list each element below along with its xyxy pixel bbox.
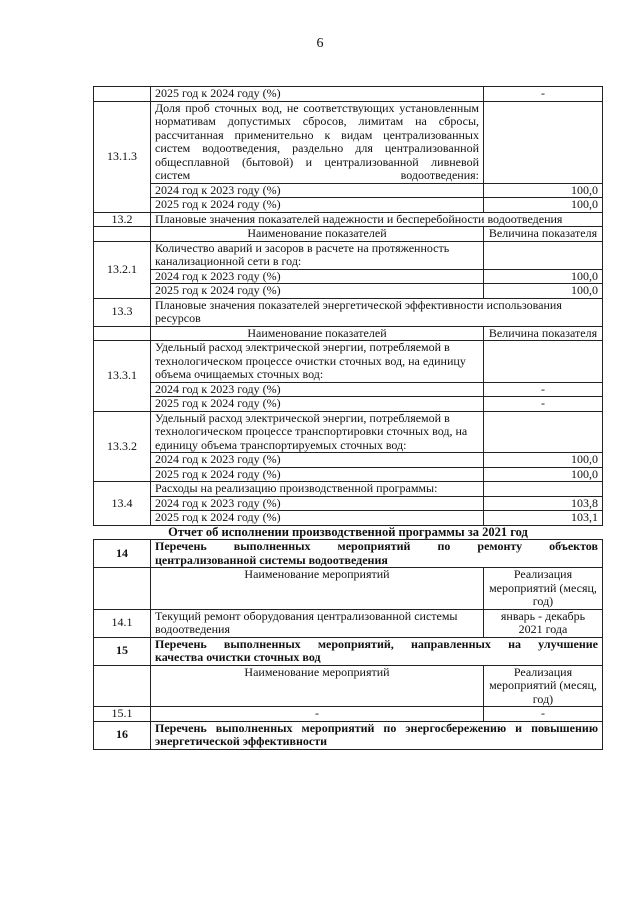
table-header-row bbox=[94, 665, 603, 707]
num-cell bbox=[94, 326, 151, 341]
table-row bbox=[94, 721, 603, 749]
item-number: 13.3.2 bbox=[94, 411, 151, 482]
column-header-value: Реализация мероприятий (месяц, год) bbox=[484, 665, 603, 707]
value-cell: январь - декабрь 2021 года bbox=[484, 609, 603, 637]
table-row bbox=[94, 212, 603, 227]
section-title bbox=[151, 721, 603, 749]
column-header-name: Наименование мероприятий bbox=[151, 665, 484, 707]
table-row bbox=[94, 511, 603, 526]
table-row bbox=[94, 101, 603, 183]
section-title-line: централизованной системы водоотведения bbox=[155, 552, 388, 567]
value-cell bbox=[484, 101, 603, 183]
column-header-name: Наименование показателей bbox=[151, 227, 484, 242]
table-row bbox=[94, 453, 603, 468]
item-text: Количество аварий и засоров в расчете на протяженность канализационной сети в год: bbox=[151, 241, 484, 269]
table-row bbox=[94, 87, 603, 102]
table-row bbox=[94, 609, 603, 637]
section-title: Плановые значения показателей энергетической эффективности использования ресурсов bbox=[151, 298, 603, 326]
table-row bbox=[94, 397, 603, 412]
column-header-value: Реализация мероприятий (месяц, год) bbox=[484, 568, 603, 610]
item-number: 13.1.3 bbox=[94, 101, 151, 212]
section-number: 14 bbox=[94, 540, 151, 568]
table-row bbox=[94, 482, 603, 497]
period-label: 2024 год к 2023 году (%) bbox=[151, 496, 484, 511]
column-header-name: Наименование показателей bbox=[151, 326, 484, 341]
period-label: 2024 год к 2023 году (%) bbox=[151, 183, 484, 198]
item-text: - bbox=[151, 707, 484, 722]
table-row bbox=[94, 241, 603, 269]
num-cell bbox=[94, 227, 151, 242]
table-row bbox=[94, 284, 603, 299]
item-text: Доля проб сточных вод, не соответствующих установленным нормативам допустимых сбросов, лимитам на сбросы, рассчитанная применительно к видам централизованных систем водоотведения, раздельно для централизованной общесплавной (бытовой) и централизованной ливневой систем водоотведения: bbox=[151, 101, 484, 183]
item-text: Удельный расход электрической энергии, потребляемой в технологическом процессе транспортировки сточных вод, на единицу объема транспортируемых сточных вод: bbox=[151, 411, 484, 453]
table-row bbox=[94, 496, 603, 511]
value-cell: - bbox=[484, 397, 603, 412]
value-cell: 100,0 bbox=[484, 284, 603, 299]
item-number: 15.1 bbox=[94, 707, 151, 722]
num-cell bbox=[94, 87, 151, 102]
report-table bbox=[93, 86, 603, 750]
section-number: 13.3 bbox=[94, 298, 151, 326]
table-row bbox=[94, 298, 603, 326]
section-number: 15 bbox=[94, 637, 151, 665]
item-text: Удельный расход электрической энергии, потребляемой в технологическом процессе очистки сточных вод, на единицу объема очищаемых сточных вод: bbox=[151, 341, 484, 383]
table-header-row bbox=[94, 568, 603, 610]
table-row bbox=[94, 341, 603, 383]
report-title-row bbox=[94, 525, 603, 540]
section-number: 13.2 bbox=[94, 212, 151, 227]
table-header-row bbox=[94, 326, 603, 341]
period-label: 2025 год к 2024 году (%) bbox=[151, 397, 484, 412]
value-cell bbox=[484, 341, 603, 383]
value-cell: - bbox=[484, 382, 603, 397]
item-text: Расходы на реализацию производственной программы: bbox=[151, 482, 484, 497]
table-row bbox=[94, 269, 603, 284]
section-title-line: энергетической эффективности bbox=[155, 734, 328, 748]
table-row bbox=[94, 637, 603, 665]
value-cell: 100,0 bbox=[484, 269, 603, 284]
table-row bbox=[94, 411, 603, 453]
table-row bbox=[94, 707, 603, 722]
period-label: 2025 год к 2024 году (%) bbox=[151, 284, 484, 299]
num-cell bbox=[94, 568, 151, 610]
section-title: Плановые значения показателей надежности и бесперебойности водоотведения bbox=[151, 212, 603, 227]
column-header-value: Величина показателя bbox=[484, 227, 603, 242]
section-title bbox=[151, 540, 603, 568]
period-label: 2025 год к 2024 году (%) bbox=[151, 511, 484, 526]
item-number: 13.2.1 bbox=[94, 241, 151, 298]
section-title-line: Перечень выполненных мероприятий по ремонту объектов bbox=[155, 539, 598, 553]
page-number: 6 bbox=[316, 36, 324, 51]
value-cell: 100,0 bbox=[484, 183, 603, 198]
value-cell bbox=[484, 411, 603, 453]
value-cell: 100,0 bbox=[484, 467, 603, 482]
value-cell: 100,0 bbox=[484, 453, 603, 468]
item-number: 13.3.1 bbox=[94, 341, 151, 412]
value-cell bbox=[484, 241, 603, 269]
period-label: 2024 год к 2023 году (%) bbox=[151, 382, 484, 397]
column-header-value: Величина показателя bbox=[484, 326, 603, 341]
table-row bbox=[94, 198, 603, 213]
period-label: 2025 год к 2024 году (%) bbox=[151, 198, 484, 213]
table-header-row bbox=[94, 227, 603, 242]
period-label: 2025 год к 2024 году (%) bbox=[151, 467, 484, 482]
table-row bbox=[94, 382, 603, 397]
value-cell bbox=[484, 482, 603, 497]
column-header-name: Наименование мероприятий bbox=[151, 568, 484, 610]
table-row bbox=[94, 183, 603, 198]
period-label: 2025 год к 2024 году (%) bbox=[151, 87, 484, 102]
period-label: 2024 год к 2023 году (%) bbox=[151, 269, 484, 284]
report-title: Отчет об исполнении производственной программы за 2021 год bbox=[94, 525, 603, 540]
section-title-line: качества очистки сточных вод bbox=[155, 650, 321, 664]
value-cell: - bbox=[484, 707, 603, 722]
value-cell: - bbox=[484, 87, 603, 102]
item-number: 13.4 bbox=[94, 482, 151, 526]
value-cell: 103,8 bbox=[484, 496, 603, 511]
section-title-line: Перечень выполненных мероприятий, направленных на улучшение bbox=[155, 636, 598, 651]
table-row bbox=[94, 467, 603, 482]
item-text: Текущий ремонт оборудования централизованной системы водоотведения bbox=[151, 609, 484, 637]
section-title-line: Перечень выполненных мероприятий по энергосбережению и повышению bbox=[155, 720, 598, 735]
period-label: 2024 год к 2023 году (%) bbox=[151, 453, 484, 468]
item-number: 14.1 bbox=[94, 609, 151, 637]
value-cell: 100,0 bbox=[484, 198, 603, 213]
table-row bbox=[94, 540, 603, 568]
section-number: 16 bbox=[94, 721, 151, 749]
value-cell: 103,1 bbox=[484, 511, 603, 526]
num-cell bbox=[94, 665, 151, 707]
section-title bbox=[151, 637, 603, 665]
